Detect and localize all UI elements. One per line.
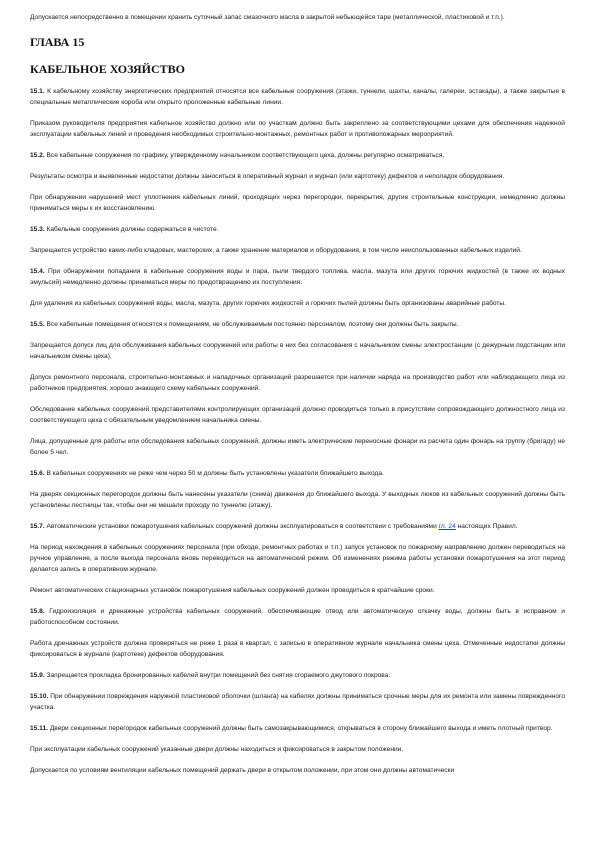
paragraph [30, 521, 565, 532]
paragraph-text: При обнаружении нарушений мест уплотнения кабельных линий, проходящих через перегородки, перекрытия, другие строительные конструкции, немедленно должны приниматься меры к их восстановлению. [30, 194, 565, 212]
paragraph-text: Двери секционных перегородок кабельных сооружений должны быть самозакрывающимися, открываться в сторону ближайшего выхода и иметь плотный притвор. [49, 725, 553, 732]
paragraph [30, 436, 565, 458]
paragraph-text: При обнаружении повреждения наружной пластиковой оболочки (шланга) на кабелях должны приниматься срочные меры для их ремонта или замены поврежденного участка. [30, 693, 565, 711]
paragraph [30, 691, 565, 713]
paragraph [30, 298, 565, 309]
paragraph-number: 15.11. [30, 725, 48, 732]
paragraph [30, 150, 565, 161]
paragraph-text: Для удаления из кабельных сооружений воды, масла, мазута, других горючих жидкостей и горючих пылей должны быть организованы аварийные работы. [30, 300, 506, 307]
paragraph [30, 266, 565, 288]
paragraph-text: Все кабельные помещения относятся к помещениям, не обслуживаемым постоянно персоналом, поэтому они должны быть закрыты. [46, 321, 459, 328]
paragraph-text: Запрещается прокладка бронированных кабелей внутри помещений без снятия сгораемого джутового покрова. [46, 672, 391, 679]
paragraph-text: Приказом руководителя предприятия кабельное хозяйство должно или по участкам должно быть закреплено за соответствующими цехами для обеспечения надежной эксплуатации кабельных линий и проведения необходимых строительно-монтажных, ремонтных работ и противопожарных мероприятий. [30, 120, 565, 138]
paragraph-text: Кабельные сооружения должны содержаться в чистоте. [46, 226, 219, 233]
section-title: КАБЕЛЬНОЕ ХОЗЯЙСТВО [30, 62, 185, 76]
paragraph-text: Гидроизоляция и дренажные устройства кабельных сооружений, обеспечивающие отвод или автоматическую откачку воды, должны быть в исправном и работоспособном состоянии. [30, 608, 565, 626]
paragraph-text: Запрещается допуск лиц для обслуживания кабельных сооружений или работы в них без согласования с начальником смены электростанции (с дежурным подстанции или начальником смены цеха). [30, 342, 565, 360]
paragraph-text: Допускается по условиям вентиляции кабельных помещений держать двери в открытом положении, при этом они должны автоматически [30, 767, 455, 774]
paragraph-number: 15.5. [30, 321, 45, 328]
paragraph [30, 224, 565, 235]
paragraph-number: 15.3. [30, 226, 45, 233]
paragraph [30, 744, 565, 755]
intro-paragraph: Допускается непосредственно в помещении хранить суточный запас смазочного масла в закрытой небьющейся таре (металлической, пластиковой и т.п.). [30, 14, 505, 21]
paragraph [30, 319, 565, 330]
paragraph-text: На период нахождения в кабельных сооружениях персонала (при обходе, ремонтных работах и т.п.) запуск установок по пожарному направлению должен переводиться на ручное управление, а после выхода персонала вновь переводиться на автоматический режим. Об изменениях режима работы установки пожаротушения на этот период делается запись в оперативном журнале. [30, 544, 565, 573]
paragraph-number: 15.10. [30, 693, 49, 700]
paragraph-number: 15.1. [30, 88, 45, 95]
paragraph-text: Результаты осмотра и выявленные недостатки должны заноситься в оперативный журнал и журнал (или картотеку) дефектов и неполадок оборудования. [30, 173, 505, 180]
paragraph [30, 765, 565, 776]
paragraph [30, 118, 565, 140]
chapter-reference-link[interactable]: гл. 24 [438, 523, 456, 530]
paragraph-text: Допуск ремонтного персонала, строительно-монтажных и наладочных организаций разрешается при наличии наряда на производство работ или наблюдающего лица из работников предприятия, хорошо знающего схему кабельных сооружений. [30, 374, 565, 392]
paragraph-text: Лица, допущенные для работы или обследования кабельных сооружений, должны иметь электрические переносные фонари из расчета один фонарь на группу (бригаду) не более 5 чел. [30, 438, 565, 456]
paragraph-text: При обнаружении попадания в кабельные сооружения воды и пара, пыли твердого топлива, масла, мазута или других горючих жидкостей (в также их водных эмульсий) немедленно должны приниматься меры по предотвращению их поступления. [30, 268, 565, 286]
paragraph [30, 489, 565, 511]
paragraph [30, 468, 565, 479]
paragraph-number: 15.6. [30, 470, 45, 477]
paragraph [30, 372, 565, 394]
paragraph-text: Обследование кабельных сооружений представителями контролирующих организаций должно проводиться только в присутствии сопровождающего должностного лица из соответствующего цеха с обязательным уведомлением начальника смены. [30, 406, 565, 424]
paragraph-text: Работа дренажных устройств должна проверяться не реже 1 раза в квартал, с записью в оперативном журнале начальника смены цеха. Отмеченные недостатки должны фиксироваться в журнале (картотеке) дефектов оборудования. [30, 640, 565, 658]
paragraph-text: Все кабельные сооружения по графику, утвержденному начальником соответствующего цеха, должны регулярно осматриваться. [46, 152, 445, 159]
paragraph [30, 404, 565, 426]
paragraph [30, 192, 565, 214]
paragraph [30, 340, 565, 362]
paragraph-text: Ремонт автоматических стационарных установок пожаротушения кабельных сооружений должен проводиться в кратчайшие сроки. [30, 587, 435, 594]
paragraph-text: Автоматические установки пожаротушения кабельных сооружений должны эксплуатироваться в соответствии с требованиями [46, 523, 437, 530]
paragraph-text-tail: настоящих Правил. [457, 523, 518, 530]
paragraph-text: В кабельных сооружениях не реже чем через 50 м должны быть установлены указатели ближайшего выхода. [46, 470, 384, 477]
paragraph [30, 670, 565, 681]
paragraph-text: К кабельному хозяйству энергетических предприятий относятся все кабельные сооружения (этажи, туннели, шахты, каналы, галереи, эстакады), а также закрытые в специальные металлические короба или открыто проложенные кабельные линии. [30, 88, 565, 106]
paragraph [30, 542, 565, 575]
chapter-heading: ГЛАВА 15 [30, 35, 85, 49]
paragraph-number: 15.4. [30, 268, 45, 275]
paragraph-text: При эксплуатации кабельных сооружений указанные двери должны находиться и фиксироваться в закрытом положении. [30, 746, 404, 753]
paragraph [30, 606, 565, 628]
paragraph-text: Запрещается устройство каких-либо кладовых, мастерских, а также хранение материалов и оборудования, в том числе неиспользованных кабельных изделий. [30, 247, 522, 254]
paragraph-number: 15.8. [30, 608, 45, 615]
paragraph [30, 86, 565, 108]
paragraph-number: 15.2. [30, 152, 45, 159]
paragraph-number: 15.9. [30, 672, 45, 679]
paragraph-number: 15.7. [30, 523, 45, 530]
paragraph [30, 638, 565, 660]
paragraph [30, 585, 565, 596]
paragraph [30, 723, 565, 734]
paragraph [30, 245, 565, 256]
paragraph [30, 171, 565, 182]
paragraph-list [30, 86, 565, 776]
paragraph-text: На дверях секционных перегородок должны быть нанесены указатели (схема) движения до ближайшего выхода. У выходных люков из кабельных сооружений должны быть установлены лестницы так, чтобы они не мешали проходу по туннелю (этажу). [30, 491, 565, 509]
